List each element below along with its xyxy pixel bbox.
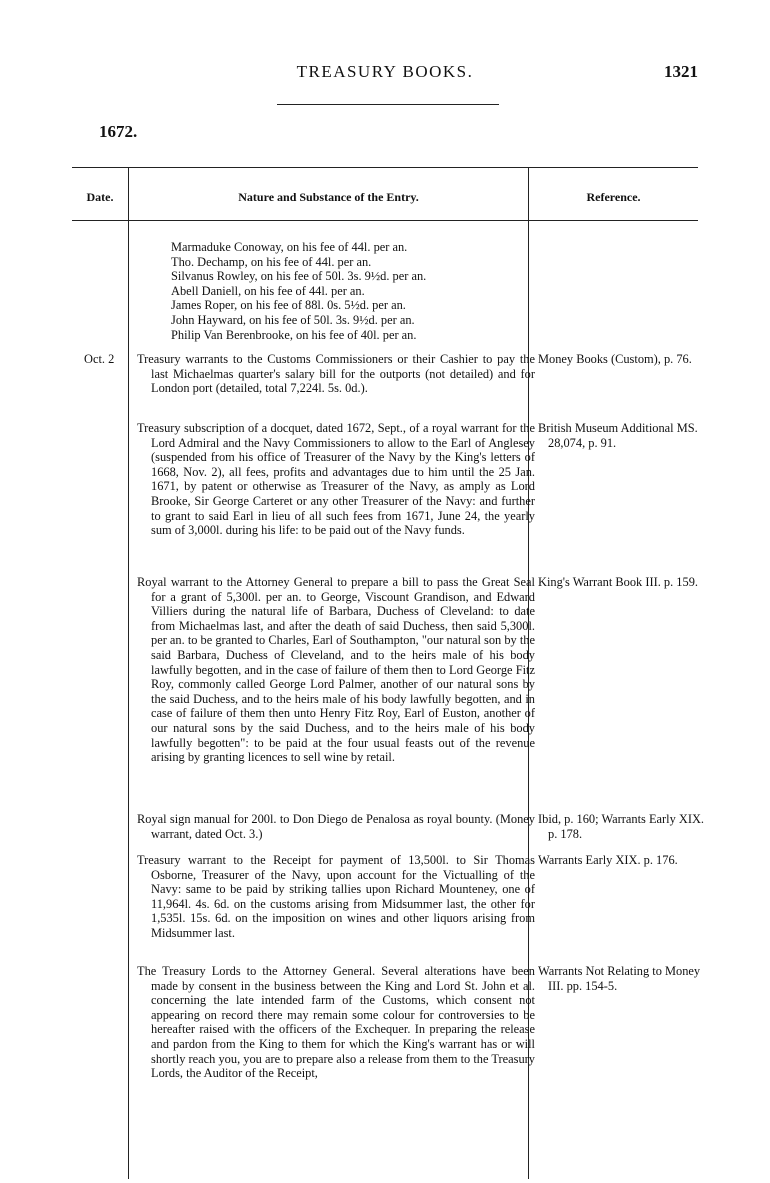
entry-reference: British Museum Additional MS. 28,074, p. 91.	[538, 421, 698, 450]
payee-list	[171, 240, 426, 342]
column-divider-date	[128, 167, 129, 1179]
entry-text: The Treasury Lords to the Attorney General. Several alterations have been made by consent in the business between the King and Lord St. John et al. concerning the late intended farm of the Customs, which consent not appearing on record there may remain some colour for controversies to be hereafter raised with the officers of the Exchequer. In preparing the release and pardon from the King to them for which the King's warrant has or will shortly reach you, you are to prepare also a release from them to the Treasury Lords, the Auditor of the Receipt,	[137, 964, 535, 1081]
table-header-rule	[72, 220, 698, 221]
entry-text: Royal sign manual for 200l. to Don Diego de Penalosa as royal bounty. (Money warrant, dated Oct. 3.)	[137, 812, 535, 841]
column-header-nature: Nature and Substance of the Entry.	[238, 190, 419, 204]
page-number: 1321	[664, 62, 698, 81]
payee-line: Silvanus Rowley, on his fee of 50l. 3s. 9½d. per an.	[171, 269, 427, 284]
payee-line: Marmaduke Conoway, on his fee of 44l. per an.	[171, 240, 408, 254]
payee-line: Abell Daniell, on his fee of 44l. per an.	[171, 283, 365, 298]
entry-reference: Ibid, p. 160; Warrants Early XIX. p. 178.	[538, 812, 705, 841]
entry-text: Treasury warrants to the Customs Commissioners or their Cashier to pay the last Michaelmas quarter's salary bill for the outports (not detailed) and for London port (detailed, total 7,224l. 5s. 0d.).	[137, 352, 535, 396]
payee-line: Tho. Dechamp, on his fee of 44l. per an.	[171, 254, 372, 269]
entry-reference: King's Warrant Book III. p. 159.	[538, 575, 698, 589]
entry-text: Royal warrant to the Attorney General to prepare a bill to pass the Great Seal for a grant of 5,300l. per an. to George, Viscount Grandison, and Edward Villiers during the natural life of Barbara, Duchess of Cleveland: to date from Michaelmas last, and after the death of said Duchess, then said 5,300l. per an. to be granted to Charles, Earl of Southampton, "our natural son by the said Barbara, Duchess of Cleveland, and to the heirs male of his body lawfully begotten, and in the case of failure of them then to Lord George Fitz Roy, commonly called George Lord Palmer, another of our natural sons by the said Duchess, and to the heirs male of his body lawfully begotten, and in case of failure of them then unto Henry Fitz Roy, Earl of Euston, another of our natural sons by the said Duchess, and to the heirs male of his body lawfully begotten": to be paid at the four usual feasts out of the revenue arising by granting licences to sell wine by retail.	[137, 575, 535, 765]
entry-date: Oct. 2	[84, 352, 115, 366]
header-rule	[277, 104, 499, 105]
running-title: TREASURY BOOKS.	[296, 62, 474, 81]
entry-text: Treasury subscription of a docquet, dated 1672, Sept., of a royal warrant for the Lord Admiral and the Navy Commissioners to allow to the Earl of Anglesey (suspended from his office of Treasurer of the Navy by the King's letters of 1668, Nov. 2), all fees, profits and advantages due to him until the 25 Jan. 1671, by patent or otherwise as Treasurer of the Navy, as amply as Lord Brooke, Sir George Carteret or any other Treasurer of the Navy: and further to grant to said Earl in lieu of all such fees from 1671, June 24, the yearly sum of 3,000l. during his life: to be paid out of the Navy funds.	[137, 421, 535, 538]
entry-reference: Money Books (Custom), p. 76.	[538, 352, 692, 366]
table-top-rule	[72, 167, 698, 168]
year-heading: 1672.	[99, 122, 138, 141]
column-header-reference: Reference.	[586, 190, 641, 204]
entry-reference: Warrants Early XIX. p. 176.	[538, 853, 678, 867]
payee-line: James Roper, on his fee of 88l. 0s. 5½d. per an.	[171, 298, 406, 313]
payee-line: John Hayward, on his fee of 50l. 3s. 9½d. per an.	[171, 312, 415, 327]
entry-reference: Warrants Not Relating to Money III. pp. 154-5.	[538, 964, 701, 993]
column-header-date: Date.	[86, 190, 114, 204]
payee-line: Philip Van Berenbrooke, on his fee of 40l. per an.	[171, 327, 417, 342]
entry-text: Treasury warrant to the Receipt for payment of 13,500l. to Sir Thomas Osborne, Treasurer of the Navy, upon account for the Victualling of the Navy: same to be paid by striking tallies upon Richard Mounteney, one of 11,964l. 4s. 6d. on the customs arising from Midsummer last, the other for 1,535l. 15s. 6d. on the imposition on wines and other liquors arising from Midsummer last.	[137, 853, 535, 940]
